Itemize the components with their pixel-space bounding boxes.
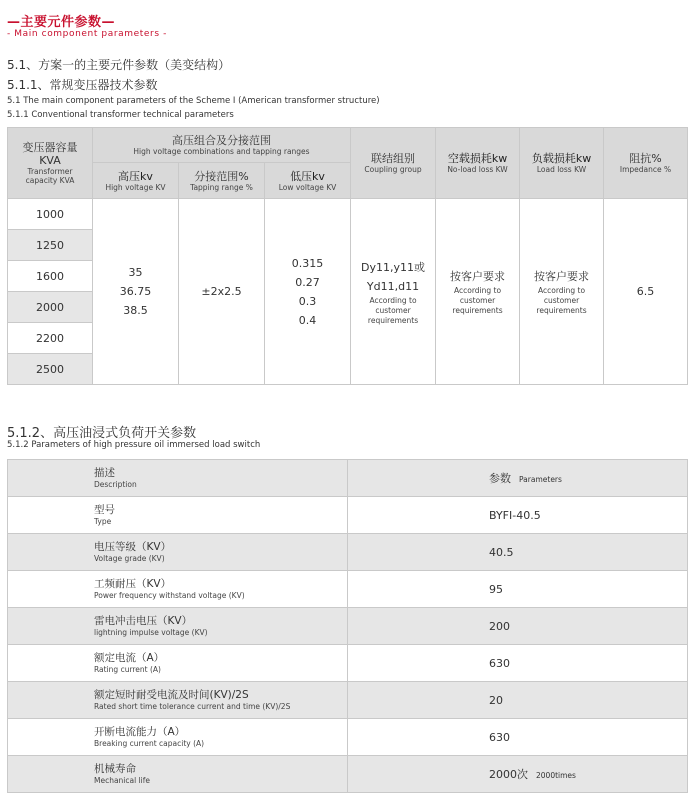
header-hv: 高压kv High voltage KV	[93, 163, 179, 199]
table-row: 机械寿命 Mechanical life 2000次 2000times	[8, 756, 688, 793]
coupling-value: Dy11,y11或 Yd11,d11 According to customer requirements	[351, 199, 436, 385]
header-capacity: 变压器容量 KVA Transformer capacity KVA	[8, 128, 93, 199]
section-5-1-2-title: 5.1.2、高压油浸式负荷开关参数	[7, 426, 197, 441]
capacity-cell: 1000	[8, 199, 93, 230]
table-row: 电压等级（KV） Voltage grade (KV) 40.5	[8, 534, 688, 571]
header-hv-group: 高压组合及分接范围 High voltage combinations and tapping ranges	[93, 128, 351, 163]
lv-values: 0.315 0.27 0.3 0.4	[265, 199, 351, 385]
table-header-row	[8, 460, 688, 497]
header-lv: 低压kv Low voltage KV	[265, 163, 351, 199]
capacity-cell: 2000	[8, 292, 93, 323]
transformer-params-table	[7, 127, 688, 385]
section-5-1-en: 5.1 The main component parameters of the Scheme I (American transformer structure)	[7, 96, 380, 106]
table-row: 额定短时耐受电流及时间(KV)/2S Rated short time tolerance current and time (KV)/2S 20	[8, 682, 688, 719]
capacity-cell: 1600	[8, 261, 93, 292]
load-switch-params-table	[7, 459, 688, 793]
header-noload: 空载损耗kw No-load loss KW	[436, 128, 520, 199]
table-row: 雷电冲击电压（KV） lightning impulse voltage (KV) 200	[8, 608, 688, 645]
capacity-cell: 2500	[8, 354, 93, 385]
section-heading-en: - Main component parameters -	[7, 29, 167, 39]
impedance-value: 6.5	[604, 199, 688, 385]
hv-values: 35 36.75 38.5	[93, 199, 179, 385]
noload-value: 按客户要求 According to customer requirements	[436, 199, 520, 385]
capacity-cell: 2200	[8, 323, 93, 354]
header-parameters: 参数 Parameters	[348, 460, 688, 497]
section-5-1-1-en: 5.1.1 Conventional transformer technical parameters	[7, 110, 234, 120]
load-value: 按客户要求 According to customer requirements	[520, 199, 604, 385]
section-5-1-title: 5.1、方案一的主要元件参数（美变结构）	[7, 58, 231, 72]
table-row: 型号 Type BYFI-40.5	[8, 497, 688, 534]
header-impedance: 阻抗% Impedance %	[604, 128, 688, 199]
table-row: 开断电流能力（A） Breaking current capacity (A) 630	[8, 719, 688, 756]
section-5-1-1-title: 5.1.1、常规变压器技术参数	[7, 78, 158, 92]
header-load: 负载损耗kw Load loss KW	[520, 128, 604, 199]
header-description: 描述 Description	[8, 460, 348, 497]
table-row: 工频耐压（KV） Power frequency withstand voltage (KV) 95	[8, 571, 688, 608]
header-tap: 分接范围% Tapping range %	[179, 163, 265, 199]
section-heading: —主要元件参数—	[7, 15, 116, 30]
capacity-cell: 1250	[8, 230, 93, 261]
table-row: 额定电流（A） Rating current (A) 630	[8, 645, 688, 682]
header-coupling: 联结组别 Coupling group	[351, 128, 436, 199]
section-5-1-2-en: 5.1.2 Parameters of high pressure oil immersed load switch	[7, 440, 261, 450]
tap-value: ±2x2.5	[179, 199, 265, 385]
